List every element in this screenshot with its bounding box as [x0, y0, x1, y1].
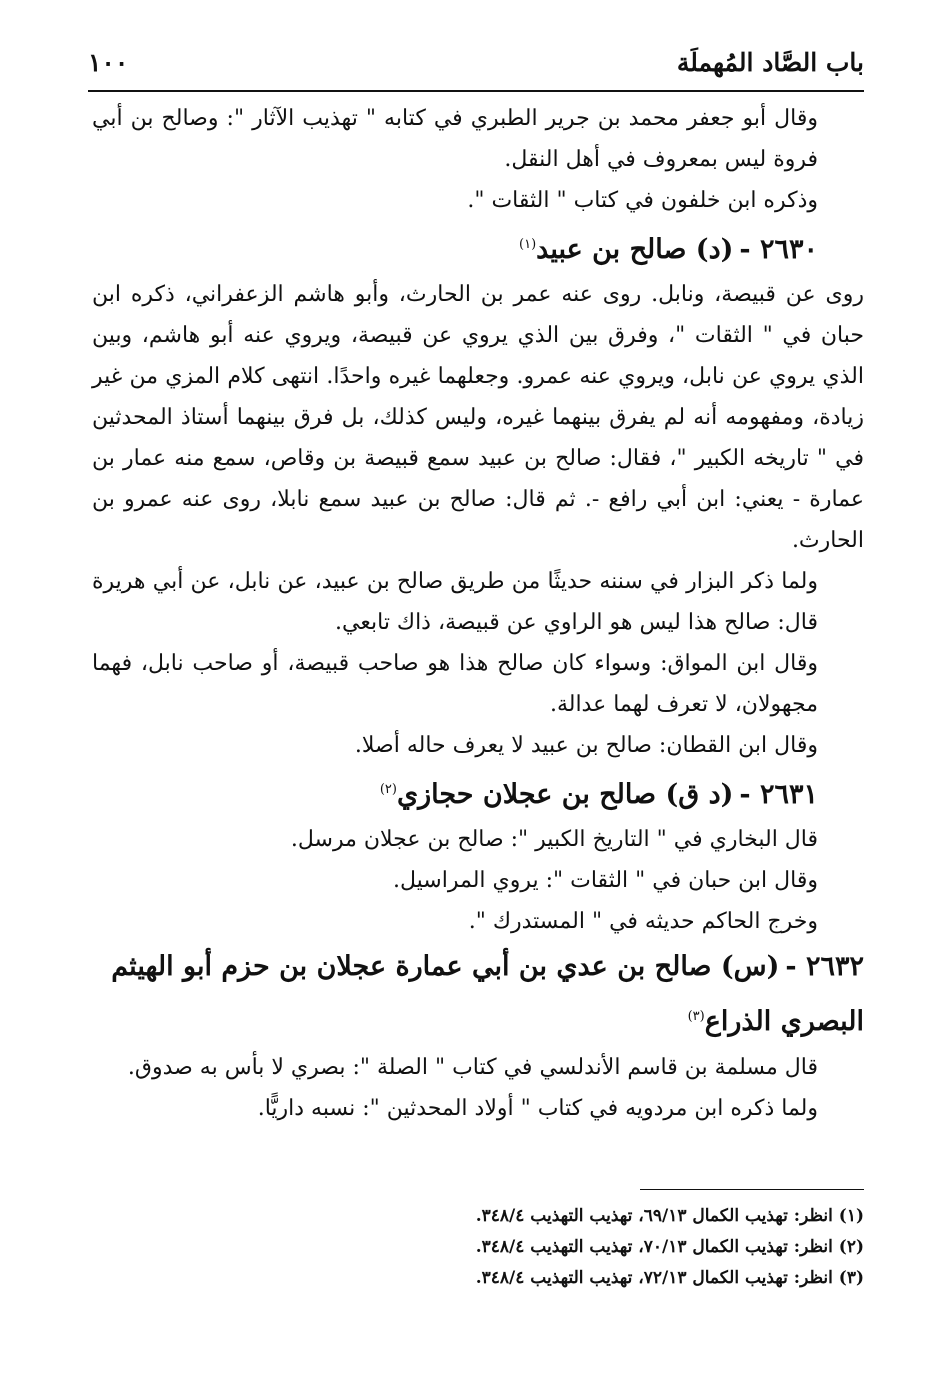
footnote-marker: (١) — [519, 237, 537, 252]
entry-heading-2632 — [92, 942, 864, 1047]
footnote-marker: (٣) — [687, 1009, 705, 1024]
running-title: باب الصَّاد المُهملَة — [676, 48, 864, 77]
page-number: ١٠٠ — [88, 48, 129, 77]
footnote-2: (٢) انظر: تهذيب الكمال ٧٠/١٣، تهذيب التهذيب ٣٤٨/٤. — [475, 1237, 864, 1257]
paragraph-ibn-hibban: وقال ابن حبان في " الثقات ": يروي المراسيل. — [393, 868, 818, 893]
footnote-1: (١) انظر: تهذيب الكمال ٦٩/١٣، تهذيب التهذيب ٣٤٨/٤. — [475, 1206, 864, 1226]
entry-number: ٢٦٣١ - — [739, 779, 818, 810]
paragraph-maslama: قال مسلمة بن قاسم الأندلسي في كتاب " الصلة ": بصري لا بأس به صدوق. — [127, 1055, 818, 1080]
footnotes — [92, 1201, 864, 1294]
entry-heading-2631 — [92, 766, 864, 819]
paragraph-ibn-mawwaq: وقال ابن المواق: وسواء كان صالح هذا هو صاحب قبيصة، أو صاحب نابل، فهما مجهولان، لا تعرف لهما عدالة. — [92, 651, 818, 717]
paragraph-ibn-khalfun: وذكره ابن خلفون في كتاب " الثقات ". — [467, 188, 818, 213]
paragraph-ibn-mardawayh: ولما ذكره ابن مردويه في كتاب " أولاد المحدثين ": نسبه داريًّا. — [257, 1096, 818, 1121]
paragraph-bukhari: قال البخاري في " التاريخ الكبير ": صالح بن عجلان مرسل. — [290, 827, 818, 852]
entry-title: (س) صالح بن عدي بن أبي عمارة عجلان بن حزم أبو الهيثم البصري الذراع — [111, 951, 864, 1037]
entry-title: (د ق) صالح بن عجلان حجازي — [396, 779, 734, 810]
paragraph-salih-ubayd: روى عن قبيصة، ونابل. روى عنه عمر بن الحارث، وأبو هاشم الزعفراني، ذكره ابن حبان في " الثقات "، وفرق بين الذي يروي عن قبيصة، ويروي عنه أبو هاشم، وبين الذي يروي عن نابل، ويروي عنه عمرو. وجعلهما غيره واحدًا. انتهى كلام المزي من غير زيادة، ومفهومه أنه لم يفرق بينهما غيره، وليس كذلك، بل فرق بينهما أستاذ المحدثين في " تاريخه الكبير "، فقال: صالح بن عبيد سمع قبيصة بن وقاص، سمع منه عمار بن عمارة - يعني: ابن أبي رافع -. ثم قال: صالح بن عبيد سمع نابلا، روى عنه عمرو بن الحارث. — [92, 282, 864, 553]
entry-number: ٢٦٣٢ - — [785, 951, 864, 982]
header-divider — [88, 90, 864, 92]
entry-title: (د) صالح بن عبيد — [536, 234, 734, 265]
paragraph-hakim: وخرج الحاكم حديثه في " المستدرك ". — [468, 909, 818, 934]
entry-number: ٢٦٣٠ - — [739, 234, 818, 265]
paragraph-tabari: وقال أبو جعفر محمد بن جرير الطبري في كتابه " تهذيب الآثار ": وصالح بن أبي فروة ليس بمعروف في أهل النقل. — [92, 106, 818, 172]
footnote-divider — [640, 1189, 864, 1190]
entry-heading-2630 — [92, 221, 864, 274]
paragraph-ibn-qattan: وقال ابن القطان: صالح بن عبيد لا يعرف حاله أصلا. — [354, 733, 818, 758]
paragraph-bazzar: ولما ذكر البزار في سننه حديثًا من طريق صالح بن عبيد، عن نابل، عن أبي هريرة قال: صالح هذا ليس هو الراوي عن قبيصة، ذاك تابعي. — [92, 569, 818, 635]
main-text — [92, 98, 864, 1129]
page-header — [88, 44, 864, 88]
footnote-3: (٣) انظر: تهذيب الكمال ٧٢/١٣، تهذيب التهذيب ٣٤٨/٤. — [475, 1268, 864, 1288]
footnote-marker: (٢) — [379, 782, 397, 797]
